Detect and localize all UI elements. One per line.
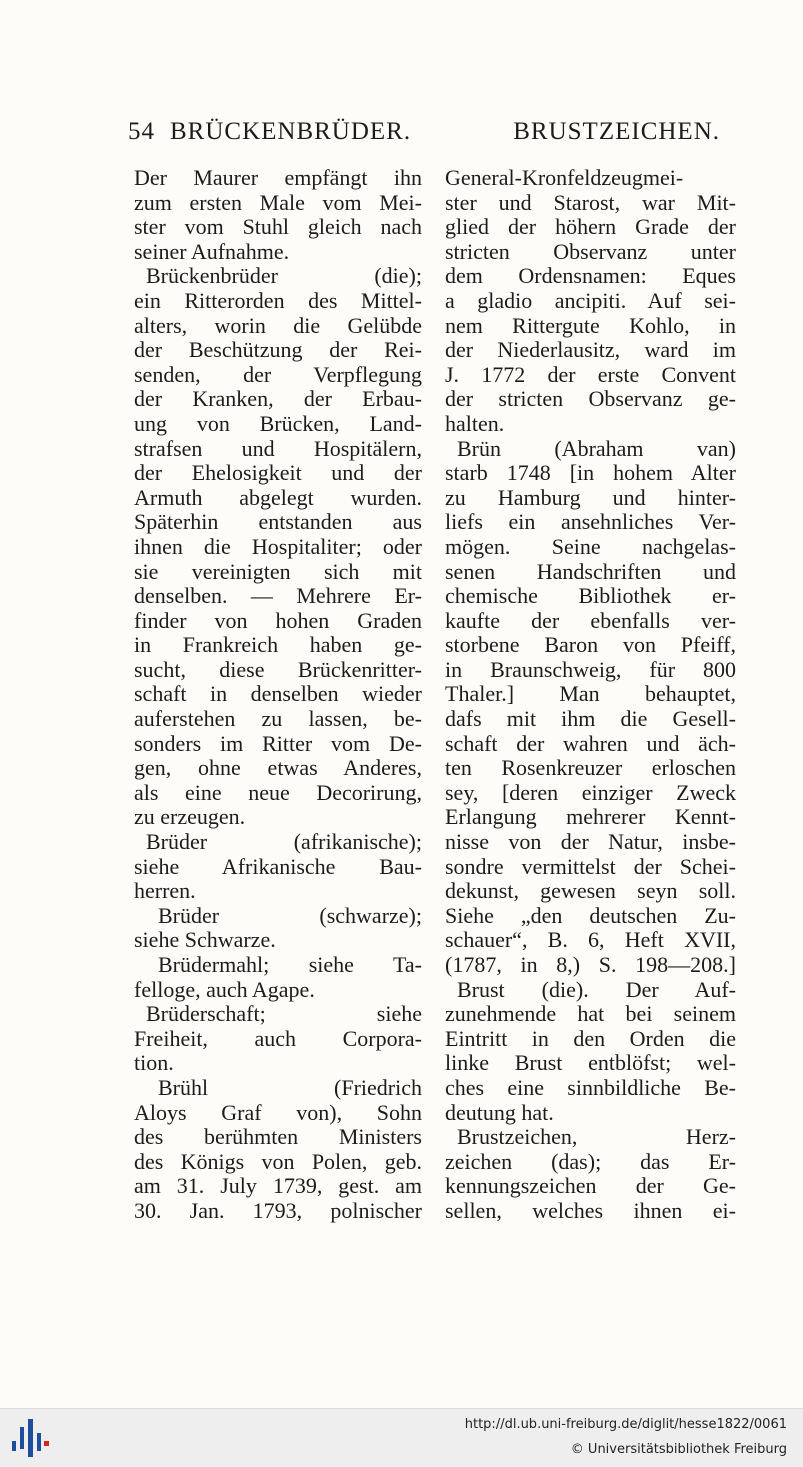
text-line: als eine neue Decorirung, xyxy=(134,780,422,805)
text-line: auferstehen zu lassen, be- xyxy=(134,707,422,732)
text-line: ung von Brücken, Land- xyxy=(134,411,422,436)
text-line: alters, worin die Gelübde xyxy=(134,313,422,338)
text-line: nisse von der Natur, insbe- xyxy=(445,830,736,855)
text-line: senen Handschriften und xyxy=(445,559,736,584)
text-line: ster vom Stuhl gleich nach xyxy=(134,215,422,240)
running-header xyxy=(128,118,720,152)
text-line: am 31. July 1739, gest. am xyxy=(134,1174,422,1199)
text-line: zu Hamburg und hinter- xyxy=(445,485,736,510)
text-line: der Niederlausitz, ward im xyxy=(445,338,736,363)
logo-bar xyxy=(20,1427,24,1449)
text-line: zum ersten Male vom Mei- xyxy=(134,190,422,215)
text-line: J. 1772 der erste Convent xyxy=(445,362,736,387)
text-line: stricten Observanz unter xyxy=(445,239,736,264)
text-line: zunehmende hat bei seinem xyxy=(445,1002,736,1027)
text-line: finder von hohen Graden xyxy=(134,608,422,633)
text-line: Erlangung mehrerer Kennt- xyxy=(445,805,736,830)
entry-heading: Brüder (afrikanische); xyxy=(146,830,422,855)
text-line: der Ehelosigkeit und der xyxy=(134,461,422,486)
text-line: der Kranken, der Erbau- xyxy=(134,387,422,412)
text-line: ihnen die Hospitaliter; oder xyxy=(134,534,422,559)
left-headword: BRÜCKENBRÜDER. xyxy=(170,118,412,145)
text-line: herren. xyxy=(134,879,196,904)
text-line: der Beschützung der Rei- xyxy=(134,338,422,363)
entry-heading: Brückenbrüder (die); xyxy=(146,264,422,289)
text-line: General-Kronfeldzeugmei- xyxy=(445,166,684,190)
ub-freiburg-logo-icon[interactable] xyxy=(12,1419,52,1457)
left-column xyxy=(134,166,422,1224)
entry-heading: Brüdermahl; siehe Ta- xyxy=(158,953,422,977)
text-line: storbene Baron von Pfeiff, xyxy=(445,633,736,658)
text-line: schaft in denselben wieder xyxy=(134,682,422,707)
text-line: zu erzeugen. xyxy=(134,805,246,830)
text-line: zeichen (das); das Er- xyxy=(445,1149,736,1174)
text-line: liefs ein ansehnliches Ver- xyxy=(445,510,736,535)
text-line: kennungszeichen der Ge- xyxy=(445,1174,736,1199)
text-line: sonders im Ritter vom De- xyxy=(134,731,422,756)
text-line: des Königs von Polen, geb. xyxy=(134,1149,422,1174)
text-line: Aloys Graf von), Sohn xyxy=(134,1100,422,1125)
text-line: gen, ohne etwas Anderes, xyxy=(134,756,422,781)
text-line: tion. xyxy=(134,1051,174,1076)
text-line: Siehe „den deutschen Zu- xyxy=(445,903,736,928)
text-line: ches eine sinnbildliche Be- xyxy=(445,1075,736,1100)
text-line: glied der höhern Grade der xyxy=(445,215,736,240)
text-line: in Braunschweig, für 800 xyxy=(445,657,736,682)
text-line: sondre vermittelst der Schei- xyxy=(445,854,736,879)
text-line: nem Rittergute Kohlo, in xyxy=(445,313,736,338)
text-line: Späterhin entstanden aus xyxy=(134,510,422,535)
right-column xyxy=(445,166,736,1224)
entry-heading: Brün (Abraham van) xyxy=(457,436,736,461)
text-line: dafs mit ihm die Gesell- xyxy=(445,707,736,732)
text-line: Eintritt in den Orden die xyxy=(445,1026,736,1051)
text-line: Thaler.] Man behauptet, xyxy=(445,682,736,707)
page-number: 54 xyxy=(128,118,155,145)
text-line: in Frankreich haben ge- xyxy=(134,633,422,658)
text-line: Armuth abgelegt wurden. xyxy=(134,485,422,510)
text-line: chemische Bibliothek er- xyxy=(445,584,736,609)
text-line: felloge, auch Agape. xyxy=(134,977,315,1002)
right-headword: BRUSTZEICHEN. xyxy=(513,118,720,145)
logo-dot xyxy=(44,1441,49,1446)
logo-bar xyxy=(37,1433,41,1451)
entry-heading: Brühl (Friedrich xyxy=(158,1075,422,1100)
text-line: Der Maurer empfängt ihn xyxy=(134,166,422,190)
text-line: Freiheit, auch Corpora- xyxy=(134,1026,422,1051)
text-line: (1787, in 8,) S. 198—208.] xyxy=(445,953,736,977)
text-line: deutung hat. xyxy=(445,1100,554,1125)
text-line: sellen, welches ihnen ei- xyxy=(445,1198,736,1223)
text-line: siehe Schwarze. xyxy=(134,928,276,953)
entry-heading: Brust (die). Der Auf- xyxy=(457,977,736,1002)
text-line: halten. xyxy=(445,411,505,436)
text-line: senden, der Verpflegung xyxy=(134,362,422,387)
text-line: 30. Jan. 1793, polnischer xyxy=(134,1198,422,1223)
text-line: starb 1748 [in hohem Alter xyxy=(445,461,736,486)
text-line: a gladio ancipiti. Auf sei- xyxy=(445,288,736,313)
logo-bar xyxy=(28,1419,33,1457)
viewer-footer xyxy=(0,1408,803,1467)
text-line: ten Rosenkreuzer erloschen xyxy=(445,756,736,781)
text-line: dem Ordensnamen: Eques xyxy=(445,264,736,289)
copyright-notice: © Universitätsbibliothek Freiburg xyxy=(570,1442,787,1457)
text-line: sey, [deren einziger Zweck xyxy=(445,780,736,805)
text-line: linke Brust entblöfst; wel- xyxy=(445,1051,736,1076)
text-line: schaft der wahren und äch- xyxy=(445,731,736,756)
page-permalink[interactable]: http://dl.ub.uni-freiburg.de/diglit/hesse1822/0061 xyxy=(464,1417,787,1432)
text-line: des berühmten Ministers xyxy=(134,1125,422,1150)
text-line: sucht, diese Brückenritter- xyxy=(134,657,422,682)
text-line: ster und Starost, war Mit- xyxy=(445,190,736,215)
text-line: siehe Afrikanische Bau- xyxy=(134,854,422,879)
text-line: mögen. Seine nachgelas- xyxy=(445,534,736,559)
entry-heading: Brüderschaft; siehe xyxy=(146,1002,422,1027)
logo-bar xyxy=(12,1441,16,1451)
entry-heading: Brustzeichen, Herz- xyxy=(457,1125,736,1150)
text-line: denselben. — Mehrere Er- xyxy=(134,584,422,609)
text-line: schauer“, B. 6, Heft XVII, xyxy=(445,928,736,953)
text-line: sie vereinigten sich mit xyxy=(134,559,422,584)
text-line: dekunst, gewesen seyn soll. xyxy=(445,879,736,904)
text-line: seiner Aufnahme. xyxy=(134,239,290,264)
text-line: der stricten Observanz ge- xyxy=(445,387,736,412)
text-line: strafsen und Hospitälern, xyxy=(134,436,422,461)
text-line: kaufte der ebenfalls ver- xyxy=(445,608,736,633)
entry-heading: Brüder (schwarze); xyxy=(158,903,422,928)
text-line: ein Ritterorden des Mittel- xyxy=(134,288,422,313)
